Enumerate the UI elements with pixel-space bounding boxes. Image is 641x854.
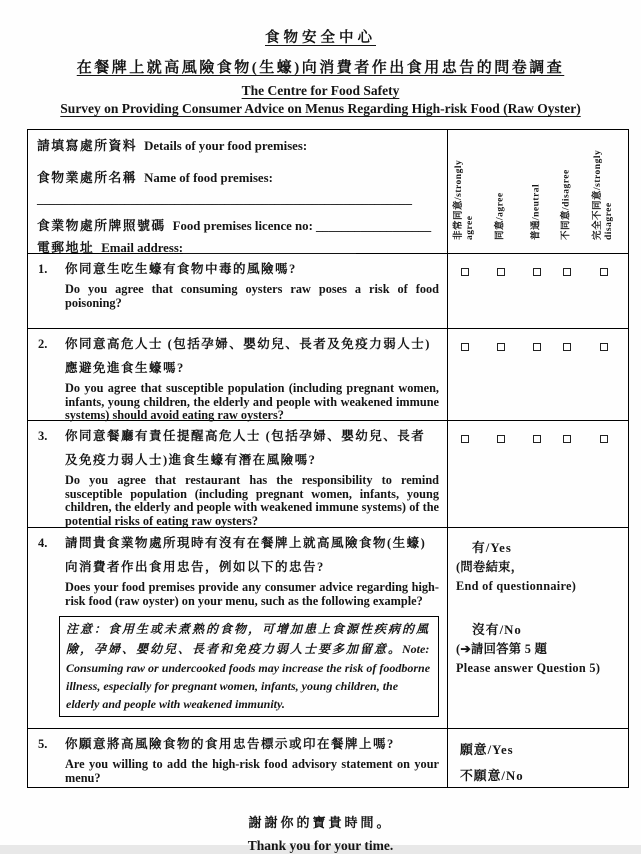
checkbox-neutral[interactable] xyxy=(533,268,541,276)
rating-header-agree: 同意/agree xyxy=(495,191,506,240)
q4-yes-note-en: End of questionnaire) xyxy=(456,579,577,593)
question-4-answer-cell xyxy=(448,528,628,728)
question-2-row xyxy=(28,329,628,421)
question-text-en: Are you willing to add the high-risk food advisory statement on your menu? xyxy=(65,757,439,785)
question-number: 1. xyxy=(38,262,48,276)
question-text-zh: 你願意將高風險食物的食用忠告標示或印在餐牌上嗎? xyxy=(65,737,395,751)
table-header-row xyxy=(28,130,628,254)
question-number: 2. xyxy=(38,337,48,351)
checkbox-disagree[interactable] xyxy=(563,435,571,443)
question-3-row xyxy=(28,421,628,528)
checkbox-agree[interactable] xyxy=(497,435,505,443)
question-text-en: Do you agree that susceptible population (including pregnant women, infants, young children, the elderly and people with weakened immune systems) should avoid eating raw oysters? xyxy=(65,381,439,423)
email-row: 電郵地址 Email address:___________________________ xyxy=(37,241,356,255)
document-footer xyxy=(0,812,641,854)
title-en: The Centre for Food Safety xyxy=(241,83,400,98)
checkbox-neutral[interactable] xyxy=(533,343,541,351)
document-header xyxy=(0,0,641,117)
checkbox-agree[interactable] xyxy=(497,343,505,351)
question-3-rating-options xyxy=(448,421,628,527)
licence-no-input[interactable]: __________________ xyxy=(316,219,432,233)
checkbox-neutral[interactable] xyxy=(533,435,541,443)
question-number: 4. xyxy=(38,536,48,550)
question-text-zh: 請問貴食業物處所現時有沒有在餐牌上就高風險食物(生蠔)向消費者作出食用忠告，例如以下的忠告? xyxy=(65,536,427,574)
question-1-row xyxy=(28,254,628,329)
checkbox-strongly-agree[interactable] xyxy=(461,435,469,443)
question-1-text-cell xyxy=(28,254,448,328)
question-text-zh: 你同意高危人士 (包括孕婦、嬰幼兒、長者及免疫力弱人士)應避免進食生蠔嗎? xyxy=(65,337,431,375)
question-5-answer-cell xyxy=(448,729,628,787)
question-text-zh: 你同意餐廳有責任提醒高危人士 (包括孕婦、嬰幼兒、長者及免疫力弱人士)進食生蠔有潛在風險嗎? xyxy=(65,429,426,467)
checkbox-strongly-disagree[interactable] xyxy=(600,343,608,351)
rating-scale-header xyxy=(448,130,628,253)
question-text-en: Do you agree that restaurant has the responsibility to remind susceptible population (including pregnant women, infants, young children, the elderly and people with weakened immune systems) of the potential risks of eating raw oysters? xyxy=(65,473,439,528)
advisory-note-box xyxy=(59,616,439,717)
checkbox-strongly-agree[interactable] xyxy=(461,268,469,276)
question-4-row xyxy=(28,528,628,729)
licence-no-row: 食業物處所牌照號碼 Food premises licence no: __________________ xyxy=(37,219,432,233)
email-input[interactable]: ___________________________ xyxy=(183,241,356,255)
thanks-zh: 謝謝你的寶貴時間。 xyxy=(248,815,393,830)
checkbox-agree[interactable] xyxy=(497,268,505,276)
checkbox-disagree[interactable] xyxy=(563,343,571,351)
question-2-rating-options xyxy=(448,329,628,420)
question-number: 5. xyxy=(38,737,48,751)
survey-table xyxy=(27,129,629,788)
question-text-en: Does your food premises provide any consumer advice regarding high-risk food (raw oyster) on your menu, such as the following example? xyxy=(65,580,439,608)
question-2-text-cell xyxy=(28,329,448,423)
question-5-text-cell xyxy=(28,729,448,787)
q4-no-note-zh: (➔請回答第 5 題 xyxy=(456,642,548,656)
premises-name-input[interactable]: ____________________________________________________________ xyxy=(37,192,412,206)
question-5-row xyxy=(28,729,628,787)
checkbox-strongly-disagree[interactable] xyxy=(600,435,608,443)
rating-header-neutral: 普通/neutral xyxy=(531,183,542,240)
title-zh: 食物安全中心 xyxy=(265,30,376,46)
subtitle-en: Survey on Providing Consumer Advice on Menus Regarding High-risk Food (Raw Oyster) xyxy=(60,101,581,116)
advisory-note-zh: 注意：食用生或未煮熟的食物，可增加患上食源性疾病的風險，孕婦、嬰幼兒、長者和免疫力弱人士要多加留意。 xyxy=(66,622,431,657)
checkbox-strongly-disagree[interactable] xyxy=(600,268,608,276)
premises-heading: 請填寫處所資料 Details of your food premises: xyxy=(37,139,308,153)
subtitle-zh: 在餐牌上就高風險食物(生蠔)向消費者作出食用忠告的問卷調查 xyxy=(76,60,565,76)
question-3-text-cell xyxy=(28,421,448,527)
rating-header-strongly-disagree: 完全不同意/strongly disagree xyxy=(593,149,614,240)
rating-header-disagree: 不同意/disagree xyxy=(561,168,572,240)
question-number: 3. xyxy=(38,429,48,443)
thanks-en: Thank you for your time. xyxy=(247,838,394,853)
question-text-en: Do you agree that consuming oysters raw poses a risk of food poisoning? xyxy=(65,282,439,310)
checkbox-disagree[interactable] xyxy=(563,268,571,276)
premises-details-cell xyxy=(28,130,448,253)
q4-yes-option[interactable]: 有/Yes xyxy=(472,541,512,555)
rating-header-strongly-agree: 非常同意/strongly agree xyxy=(454,159,475,240)
q4-no-note-en: Please answer Question 5) xyxy=(456,661,601,675)
q5-yes-option[interactable]: 願意/Yes xyxy=(460,743,514,757)
q4-no-option[interactable]: 沒有/No xyxy=(472,623,522,637)
q5-no-option[interactable]: 不願意/No xyxy=(460,769,524,783)
premises-name-label: 食物業處所名稱 Name of food premises: xyxy=(37,171,273,185)
advisory-note-en: Note: Consuming raw or undercooked foods may increase the risk of foodborne illness, especially for pregnant women, infants, young children, the elderly and people with weakened immunity. xyxy=(66,642,431,712)
question-text-zh: 你同意生吃生蠔有食物中毒的風險嗎? xyxy=(65,262,297,276)
q4-yes-note-zh: (問卷結束， xyxy=(456,560,524,574)
question-1-rating-options xyxy=(448,254,628,328)
question-4-text-cell xyxy=(28,528,448,728)
checkbox-strongly-agree[interactable] xyxy=(461,343,469,351)
